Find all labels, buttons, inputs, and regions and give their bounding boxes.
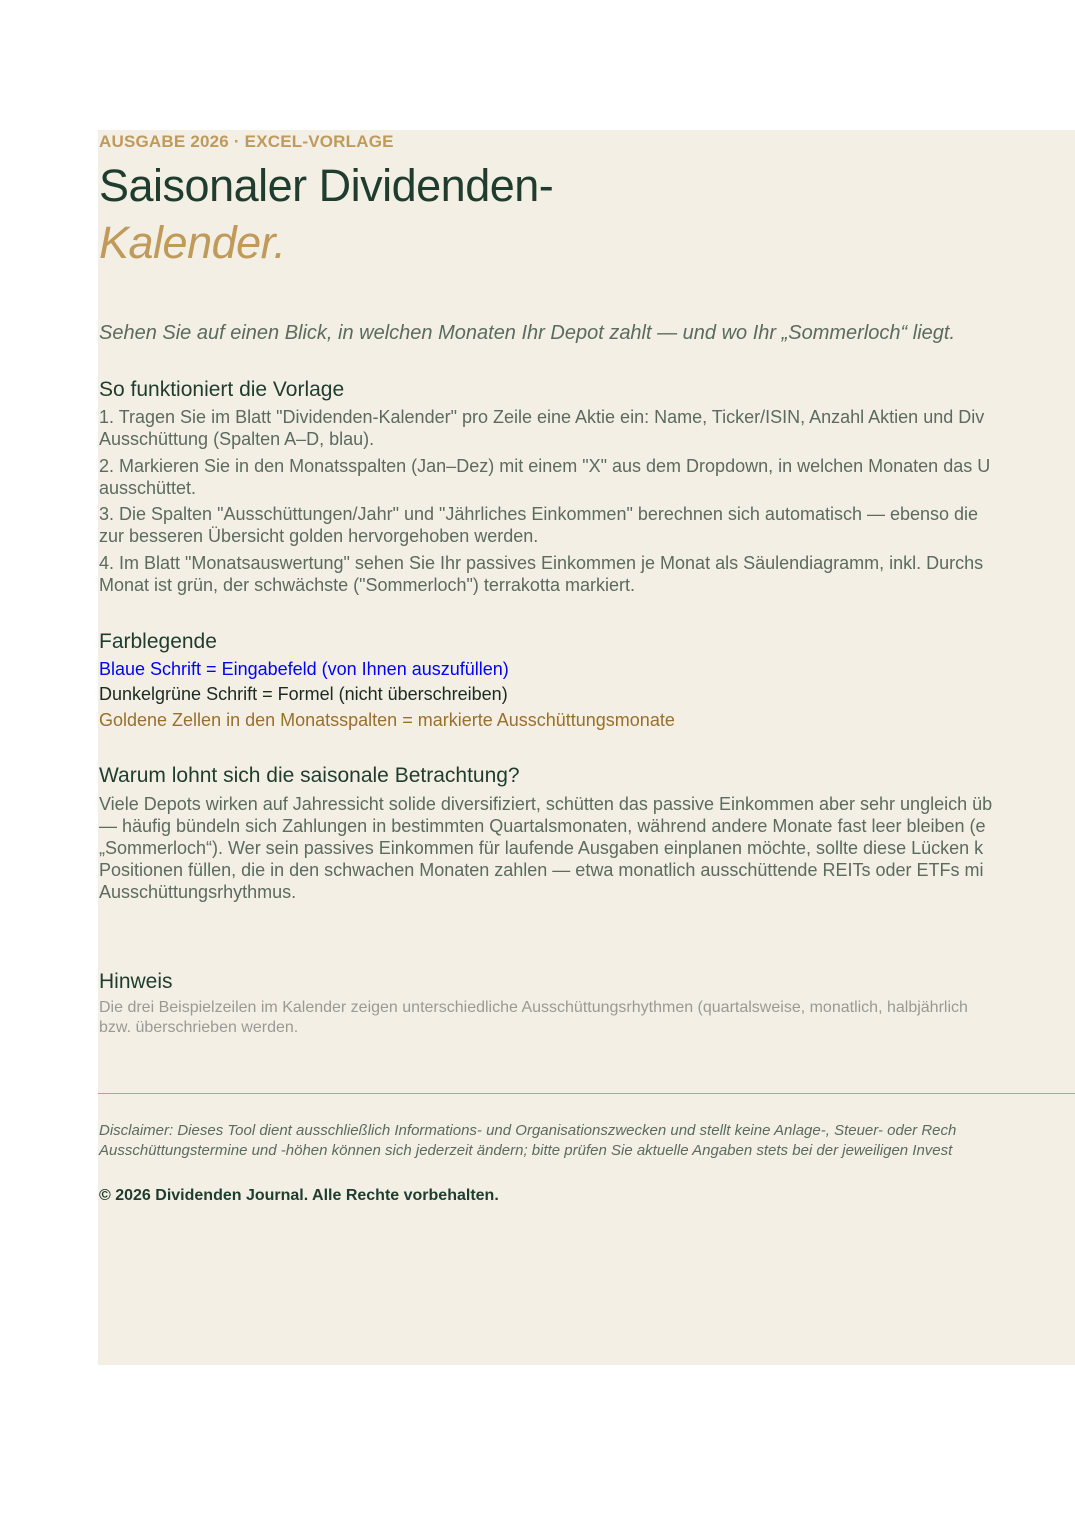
why-heading: Warum lohnt sich die saisonale Betrachtung?: [99, 764, 520, 787]
howto-step-2-line-1: 2. Markieren Sie in den Monatsspalten (Jan–Dez) mit einem "X" aus dem Dropdown, in welchen Monaten das U: [99, 456, 991, 476]
howto-step-4-line-2: Monat ist grün, der schwächste ("Sommerloch") terrakotta markiert.: [99, 575, 635, 595]
why-line-5: Ausschüttungsrhythmus.: [99, 882, 297, 902]
howto-step-1-line-1: 1. Tragen Sie im Blatt "Dividenden-Kalender" pro Zeile eine Aktie ein: Name, Ticker/ISIN, Anzahl Aktien und Div: [99, 407, 985, 427]
howto-step-1: [99, 406, 984, 450]
why-line-3: „Sommerloch“). Wer sein passives Einkommen für laufende Ausgaben einplanen möchte, sollte diese Lücken k: [99, 838, 984, 858]
howto-step-2-line-2: ausschüttet.: [99, 478, 197, 498]
disclaimer: [99, 1121, 956, 1161]
legend-gold: Goldene Zellen in den Monatsspalten = markierte Ausschüttungsmonate: [99, 710, 675, 730]
howto-step-3: [99, 503, 978, 547]
subtitle: Sehen Sie auf einen Blick, in welchen Monaten Ihr Depot zahlt — und wo Ihr „Sommerloch“ liegt.: [99, 322, 955, 344]
howto-step-1-line-2: Ausschüttung (Spalten A–D, blau).: [99, 429, 375, 449]
page-title-line1: Saisonaler Dividenden-: [99, 160, 554, 211]
why-paragraph: [99, 793, 992, 903]
disclaimer-line-2: Ausschüttungstermine und -höhen können sich jederzeit ändern; bitte prüfen Sie aktuelle Angaben stets bei der jeweiligen Invest: [99, 1142, 953, 1159]
divider: [98, 1093, 1075, 1094]
disclaimer-line-1: Disclaimer: Dieses Tool dient ausschließlich Informations- und Organisationszwecken und stellt keine Anlage-, Steuer- oder Rech: [99, 1122, 957, 1139]
note-paragraph: [99, 998, 968, 1038]
howto-step-3-line-1: 3. Die Spalten "Ausschüttungen/Jahr" und "Jährliches Einkommen" berechnen sich automatisch — ebenso die: [99, 504, 979, 524]
legend-blue: Blaue Schrift = Eingabefeld (von Ihnen auszufüllen): [99, 659, 509, 679]
why-line-2: — häufig bündeln sich Zahlungen in bestimmten Quartalsmonaten, während andere Monate fast leer bleiben (e: [99, 816, 986, 836]
legend-dark: Dunkelgrüne Schrift = Formel (nicht überschreiben): [99, 684, 508, 704]
note-line-1: Die drei Beispielzeilen im Kalender zeigen unterschiedliche Ausschüttungsrhythmen (quartalsweise, monatlich, halbjährlich: [99, 999, 968, 1016]
note-heading: Hinweis: [99, 970, 173, 993]
page-title-line2: Kalender.: [99, 217, 286, 268]
why-line-1: Viele Depots wirken auf Jahressicht solide diversifiziert, schütten das passive Einkommen aber sehr ungleich üb: [99, 794, 993, 814]
note-line-2: bzw. überschrieben werden.: [99, 1019, 299, 1036]
document-page: [98, 130, 1075, 1365]
legend-heading: Farblegende: [99, 630, 217, 653]
howto-heading: So funktioniert die Vorlage: [99, 378, 345, 401]
copyright: © 2026 Dividenden Journal. Alle Rechte vorbehalten.: [99, 1187, 499, 1204]
howto-step-3-line-2: zur besseren Übersicht golden hervorgehoben werden.: [99, 526, 539, 546]
why-line-4: Positionen füllen, die in den schwachen Monaten zahlen — etwa monatlich ausschüttende REITs oder ETFs mi: [99, 860, 984, 880]
howto-step-4: [99, 552, 983, 596]
howto-step-4-line-1: 4. Im Blatt "Monatsauswertung" sehen Sie Ihr passives Einkommen je Monat als Säulendiagramm, inkl. Durchs: [99, 553, 984, 573]
howto-step-2: [99, 455, 990, 499]
edition-label: AUSGABE 2026 · EXCEL-VORLAGE: [99, 132, 394, 151]
